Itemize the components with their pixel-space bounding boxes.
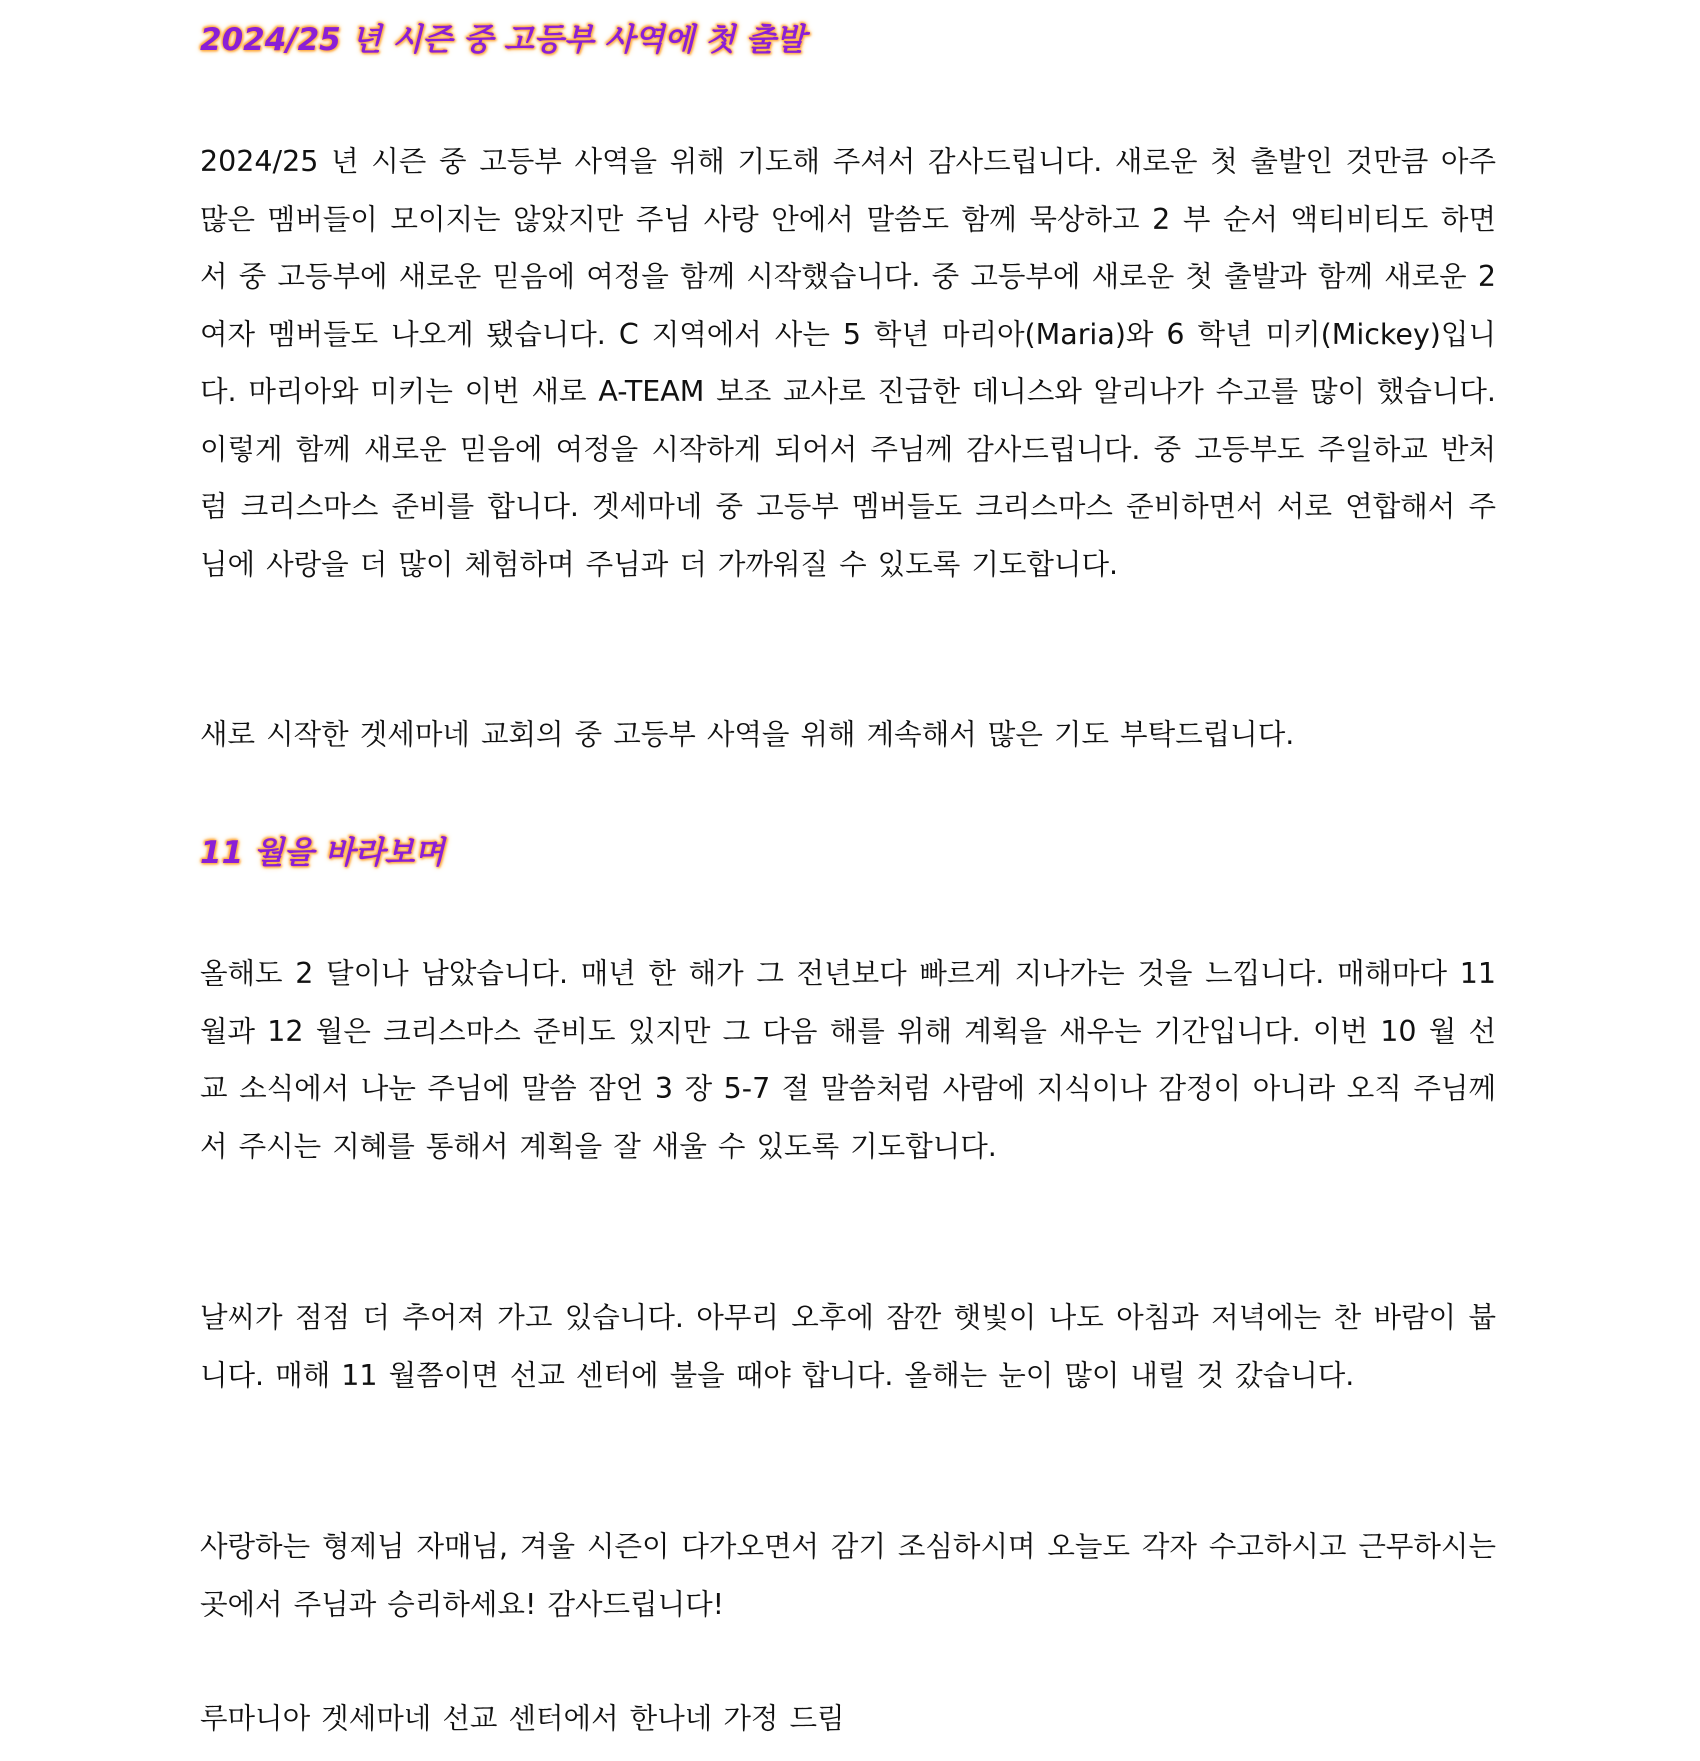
paragraph-greeting: 사랑하는 형제님 자매님, 겨울 시즌이 다가오면서 감기 조심하시며 오늘도 각자 수고하시고 근무하시는 곳에서 주님과 승리하세요! 감사드립니다! — [200, 1530, 1496, 1621]
paragraph-prayer-request: 새로 시작한 겟세마네 교회의 중 고등부 사역을 위해 계속해서 많은 기도 부탁드립니다. — [200, 718, 1295, 751]
paragraph-year-planning: 올해도 2 달이나 남았습니다. 매년 한 해가 그 전년보다 빠르게 지나가는 것을 느낍니다. 매해마다 11 월과 12 월은 크리스마스 준비도 있지만 그 다음 해를 위해 계획을 새우는 기간입니다. 이번 10 월 선교 소식에서 나눈 주님에 말씀 잠언 3 장 5-7 절 말씀처럼 사람에 지식이나 감정이 아니라 오직 주님께서 주시는 지혜를 통해서 계획을 잘 새울 수 있도록 기도합니다. — [200, 957, 1496, 1163]
signature-line: 루마니아 겟세마네 선교 센터에서 한나네 가정 드림 — [200, 1702, 845, 1735]
paragraph-weather: 날씨가 점점 더 추어져 가고 있습니다. 아무리 오후에 잠깐 햇빛이 나도 아침과 저녁에는 찬 바람이 붑니다. 매해 11 월쯤이면 선교 센터에 불을 때야 합니다. 올해는 눈이 많이 내릴 것 갔습니다. — [200, 1301, 1496, 1392]
paragraph-youth-ministry-update: 2024/25 년 시즌 중 고등부 사역을 위해 기도해 주셔서 감사드립니다. 새로운 첫 출발인 것만큼 아주 많은 멤버들이 모이지는 않았지만 주님 사랑 안에서 말씀도 함께 묵상하고 2 부 순서 액티비티도 하면서 중 고등부에 새로운 믿음에 여정을 함께 시작했습니다. 중 고등부에 새로운 첫 출발과 함께 새로운 2 여자 멤버들도 나오게 됐습니다. C 지역에서 사는 5 학년 마리아(Maria)와 6 학년 미키(Mickey)입니다. 마리아와 미키는 이번 새로 A-TEAM 보조 교사로 진급한 데니스와 알리나가 수고를 많이 했습니다. 이렇게 함께 새로운 믿음에 여정을 시작하게 되어서 주님께 감사드립니다. 중 고등부도 주일하교 반처럼 크리스마스 준비를 합니다. 겟세마네 중 고등부 멤버들도 크리스마스 준비하면서 서로 연합해서 주님에 사랑을 더 많이 체험하며 주님과 더 가까워질 수 있도록 기도합니다. — [200, 145, 1496, 581]
section-heading-youth-ministry: 2024/25 년 시즌 중 고등부 사역에 첫 출발 — [200, 22, 806, 58]
section-heading-november: 11 월을 바라보며 — [200, 835, 445, 871]
